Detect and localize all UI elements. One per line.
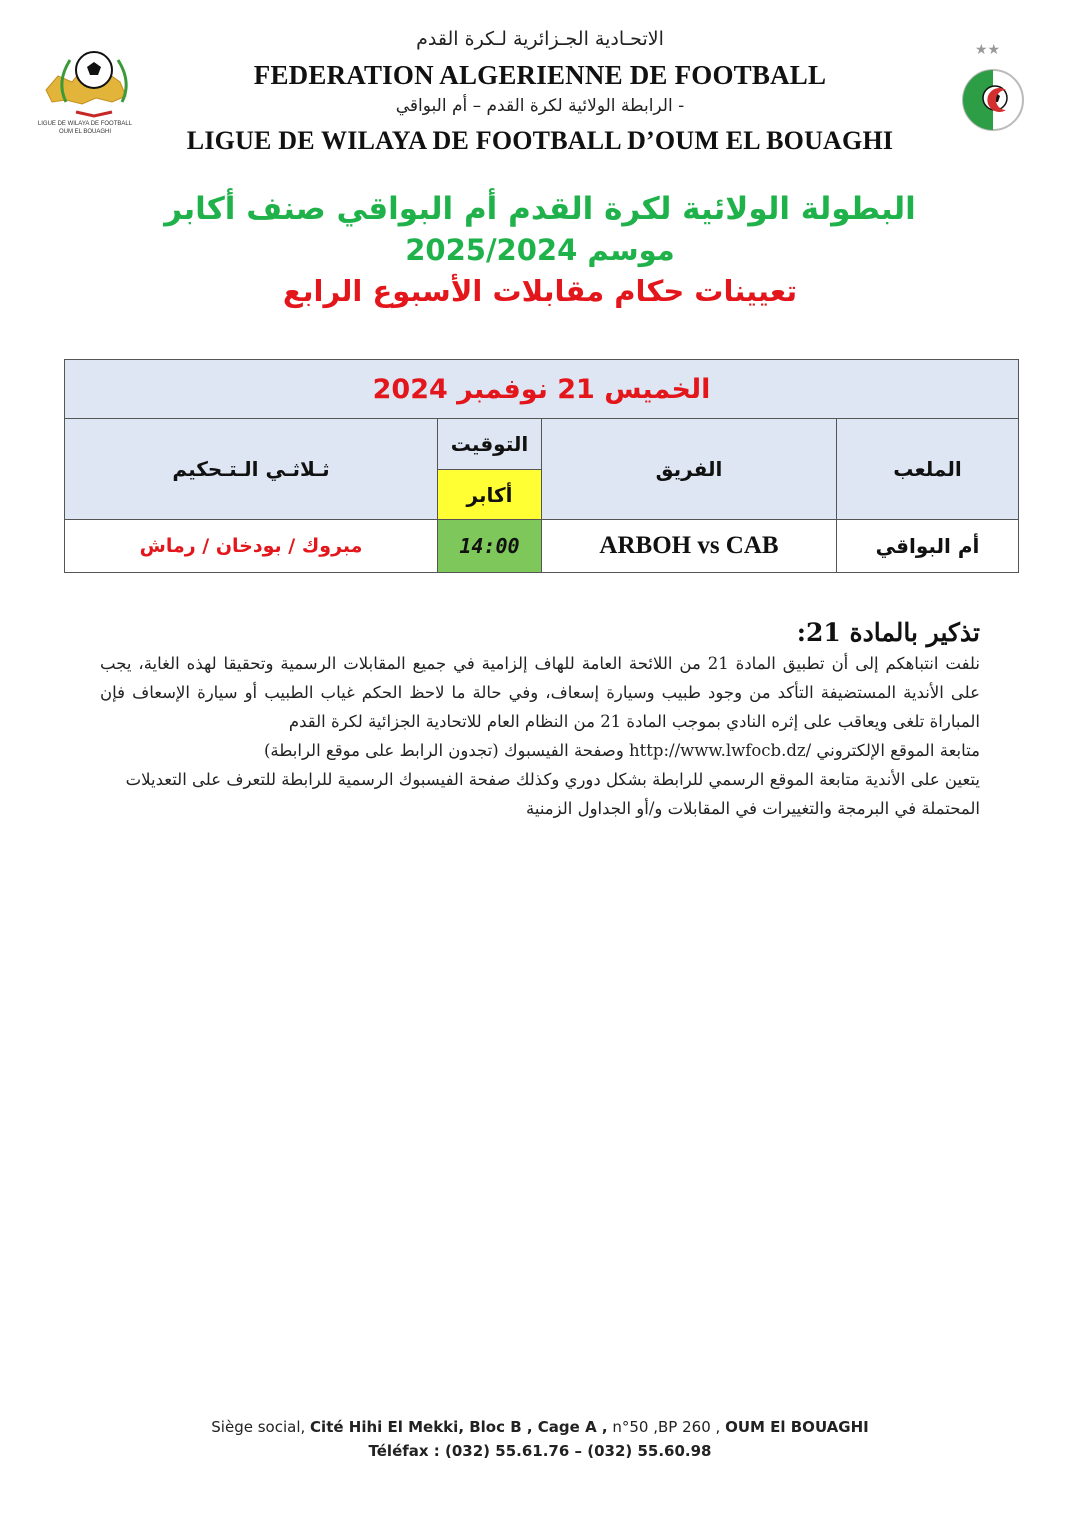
- row-stadium: أم البواقي: [836, 520, 1018, 572]
- table-header-row: [65, 419, 1018, 520]
- reminder-title: تذكير بالمادة 21:: [796, 618, 980, 647]
- header-referees: ثـلاثـي الـتـحكيم: [172, 457, 330, 481]
- footer: [0, 1415, 1080, 1463]
- match-date: الخميس 21 نوفمبر 2024: [65, 360, 1018, 419]
- header-time-label: التوقيت: [438, 419, 541, 470]
- federation-name-ar: الاتحـادية الجـزائرية لـكرة القدم: [416, 28, 664, 50]
- svg-text:★★: ★★: [975, 42, 1001, 58]
- referee-assignments-table: [64, 359, 1019, 573]
- header-time: [437, 419, 541, 519]
- season-title: موسم 2025/2024: [405, 233, 675, 267]
- document-title: [0, 188, 1080, 312]
- reminder-paragraph-2: متابعة الموقع الإلكتروني /http://www.lwfocb.dz وصفحة الفيسبوك (تجدون الرابط على موقع الرابطة): [263, 741, 980, 760]
- letterhead: [0, 24, 1080, 164]
- reminder-paragraph-1: نلفت انتباهكم إلى أن تطبيق المادة 21 من اللائحة العامة للهاف إلزامية في جميع المقابلات الرسمية وتحقيقا لهذه الغاية، يجب على الأندية المستضيفة التأكد من وجود طبيب وسيارة إسعاف، وفي حالة ما لاحظ الحكم غياب الطبيب أو سيارة الإسعاف فإن المباراة تلغى ويعاقب على إثره النادي بموجب المادة 21 من النظام العام للاتحادية الجزائية لكرة القدم: [100, 654, 980, 731]
- championship-title: البطولة الولائية لكرة القدم أم البواقي صنف أكابر: [164, 191, 916, 227]
- federation-name-fr: FEDERATION ALGERIENNE DE FOOTBALL: [253, 60, 827, 90]
- table-row: [65, 520, 1018, 572]
- footer-phone: Téléfax : (032) 55.61.76 – (032) 55.60.98: [368, 1442, 712, 1460]
- row-referees: مبروك / بودخان / رماش: [139, 535, 363, 557]
- row-time: 14:00: [437, 520, 541, 572]
- row-team: ARBOH vs CAB: [541, 520, 836, 572]
- header-stadium: الملعب: [836, 419, 1018, 519]
- article-21-reminder: [100, 618, 980, 823]
- footer-address: Siège social, Cité Hihi El Mekki, Bloc B , Cage A , n°50 ,BP 260 , OUM El BOUAGHI: [211, 1418, 869, 1436]
- league-name-fr: LIGUE DE WILAYA DE FOOTBALL D’OUM EL BOUAGHI: [186, 126, 894, 155]
- league-logo-caption: LIGUE DE WILAYA DE FOOTBALL OUM EL BOUAGHI: [37, 121, 133, 135]
- header-team: الفريق: [541, 419, 836, 519]
- header-category: أكابر: [438, 470, 541, 519]
- reminder-paragraph-3: يتعين على الأندية متابعة الموقع الرسمي للرابطة بشكل دوري وكذلك صفحة الفيسبوك الرسمية للرابطة للتعرف على التعديلات المحتملة في البرمجة والتغييرات في المقابلات و/أو الجداول الزمنية: [125, 770, 980, 818]
- league-name-ar: الرابطة الولائية لكرة القدم – أم البواقي -: [395, 96, 685, 116]
- assignments-title: تعيينات حكام مقابلات الأسبوع الرابع: [282, 274, 798, 308]
